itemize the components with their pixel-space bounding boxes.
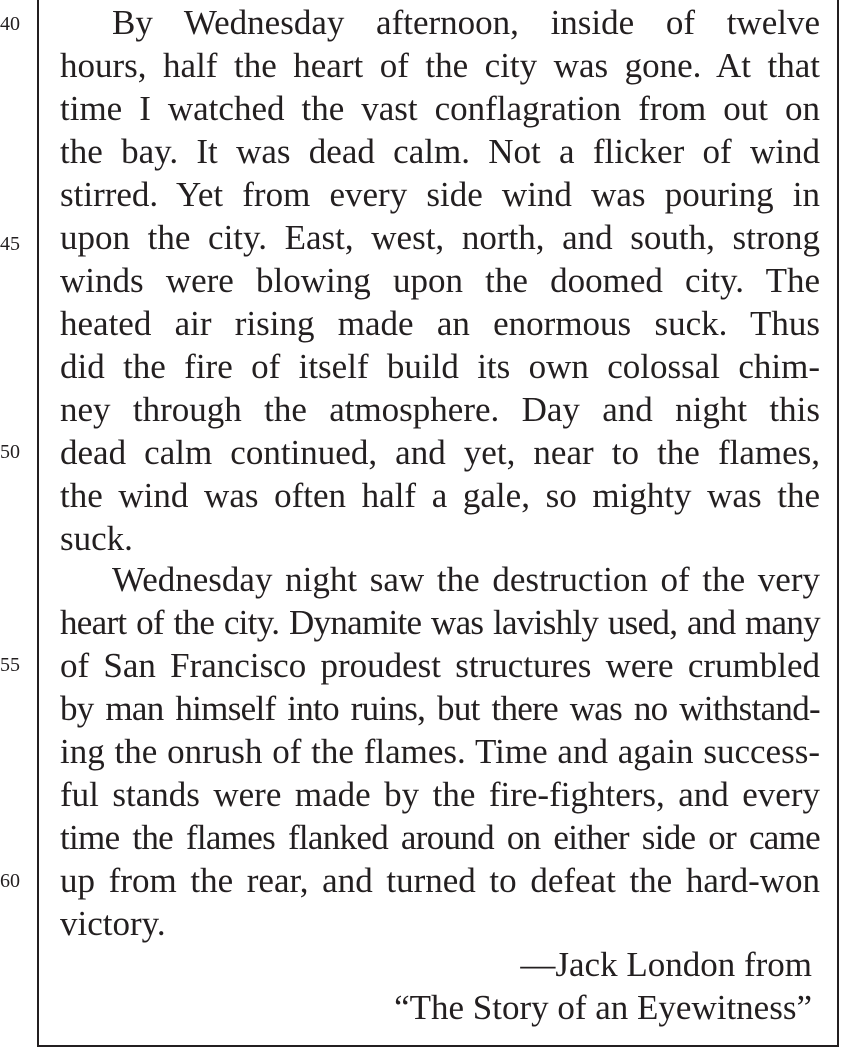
passage-line: stirred. Yet from every side wind was pouring in: [60, 175, 820, 214]
passage-line: up from the rear, and turned to defeat the hard-won: [60, 861, 820, 900]
line-number: 45: [0, 233, 20, 255]
passage-line: did the fire of itself build its own colossal chim-: [60, 347, 820, 386]
passage-line: hours, half the heart of the city was gone. At that: [60, 46, 820, 85]
passage-line: victory.: [60, 904, 166, 943]
attribution-author: —Jack London from: [520, 945, 812, 984]
passage-line: suck.: [60, 519, 133, 558]
passage-line: ing the onrush of the flames. Time and again success-: [60, 732, 820, 771]
line-number: 55: [0, 654, 20, 676]
passage-line: dead calm continued, and yet, near to the flames,: [60, 433, 820, 472]
attribution-title: “The Story of an Eyewitness”: [394, 988, 812, 1027]
passage-line: time the flames flanked around on either side or came: [60, 818, 820, 857]
passage-line: time I watched the vast conflagration from out on: [60, 89, 820, 128]
passage-line: winds were blowing upon the doomed city. The: [60, 261, 820, 300]
passage-line: heart of the city. Dynamite was lavishly used, and many: [60, 603, 820, 642]
passage-line: heated air rising made an enormous suck. Thus: [60, 304, 820, 343]
passage-line: Wednesday night saw the destruction of the very: [112, 560, 820, 599]
passage-line: ful stands were made by the fire-fighters, and every: [60, 775, 820, 814]
line-number: 60: [0, 870, 20, 892]
line-number: 40: [0, 13, 20, 35]
line-number: 50: [0, 441, 20, 463]
passage-line: the wind was often half a gale, so mighty was the: [60, 476, 820, 515]
passage-line: By Wednesday afternoon, inside of twelve: [112, 3, 820, 42]
passage-line: ney through the atmosphere. Day and night this: [60, 390, 820, 429]
passage-line: the bay. It was dead calm. Not a flicker of wind: [60, 132, 820, 171]
passage-line: upon the city. East, west, north, and south, strong: [60, 218, 820, 257]
passage-line: of San Francisco proudest structures were crumbled: [60, 646, 820, 685]
passage-line: by man himself into ruins, but there was no withstand-: [60, 689, 820, 728]
